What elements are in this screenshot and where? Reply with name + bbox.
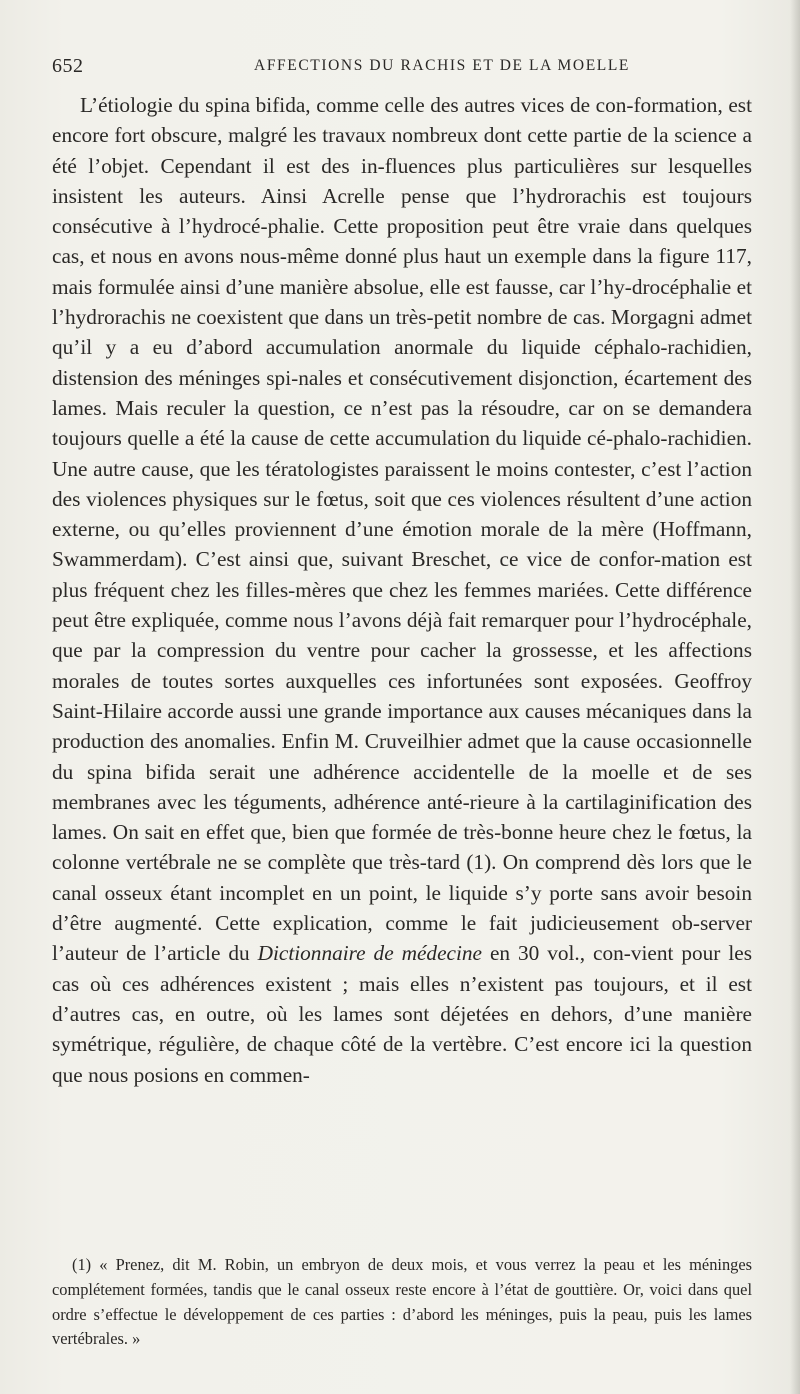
page-edge-shadow xyxy=(790,0,800,1394)
page-number: 652 xyxy=(52,55,84,77)
main-text xyxy=(52,90,752,1090)
text-segment: L’étiologie du spina bifida, comme celle des autres vices de con-formation, est encore fort obscure, malgré les travaux nombreux dont cette partie de la science a été l’objet. Cependant il est des in-fluences plus particulières sur lesquelles insistent les auteurs. Ainsi Acrelle pense que l’hydrorachis est toujours consécutive à l’hydrocé-phalie. Cette proposition peut être vraie dans quelques cas, et nous en avons nous-même donné plus haut un exemple dans la figure 117, mais formulée ainsi d’une manière absolue, elle est fausse, car l’hy-drocéphalie et l’hydrorachis ne coexistent que dans un très-petit nombre de cas. Morgagni admet qu’il y a eu d’abord accumulation anormale du liquide céphalo-rachidien, distension des méninges spi-nales et consécutivement disjonction, écartement des lames. Mais reculer la question, ce n’est pas la résoudre, car on se demandera toujours quelle a été la cause de cette accumulation du liquide cé-phalo-rachidien. Une autre cause, que les tératologistes paraissent le moins contester, c’est l’action des violences physiques sur le fœtus, soit que ces violences résultent d’une action externe, ou qu’elles proviennent d’une émotion morale de la mère (Hoffmann, Swammerdam). C’est ainsi que, suivant Breschet, ce vice de confor-mation est plus fréquent chez les filles-mères que chez les femmes mariées. Cette différence peut être expliquée, comme nous l’avons déjà fait remarquer pour l’hydrocéphale, que par la compression du ventre pour cacher la grossesse, et les affections morales de toutes sortes auxquelles ces infortunées sont exposées. Geoffroy Saint-Hilaire accorde aussi une grande importance aux causes mécaniques dans la production des anomalies. Enfin M. Cruveilhier admet que la cause occasionnelle du spina bifida serait une adhérence accidentelle de la moelle et de ses membranes avec les téguments, adhérence anté-rieure à la cartilaginification des lames. On sait en effet que, bien que formée de très-bonne heure chez le fœtus, la colonne vertébrale ne se complète que très-tard (1). On comprend dès lors que le canal osseux étant incomplet en un point, le liquide s’y porte sans avoir besoin d’être augmenté. Cette explication, comme le fait judicieusement ob-server l’auteur de l’article du xyxy=(52,93,752,966)
running-title: AFFECTIONS DU RACHIS ET DE LA MOELLE xyxy=(254,57,630,74)
footnote-text: (1) « Prenez, dit M. Robin, un embryon de deux mois, et vous verrez la peau et les méninges complétement formées, tandis que le canal osseux reste encore à l’état de gouttière. Or, voici dans quel ordre s’effectue le développement de ces parties : d’abord les méninges, puis la peau, puis les lames vertébrales. » xyxy=(52,1255,752,1349)
italic-reference: Dictionnaire de médecine xyxy=(257,941,482,966)
text-segment: en 30 vol., con-vient pour les cas où ces adhérences existent ; mais elles n’existent pas toujours, et il est d’autres cas, en outre, où les lames sont déjetées en dehors, d’une manière symétrique, régulière, de chaque côté de la vertèbre. C’est encore ici la question que nous posions en commen- xyxy=(52,941,752,1087)
page-header xyxy=(52,55,752,79)
paragraph xyxy=(52,90,752,1090)
footnote xyxy=(52,1253,752,1352)
